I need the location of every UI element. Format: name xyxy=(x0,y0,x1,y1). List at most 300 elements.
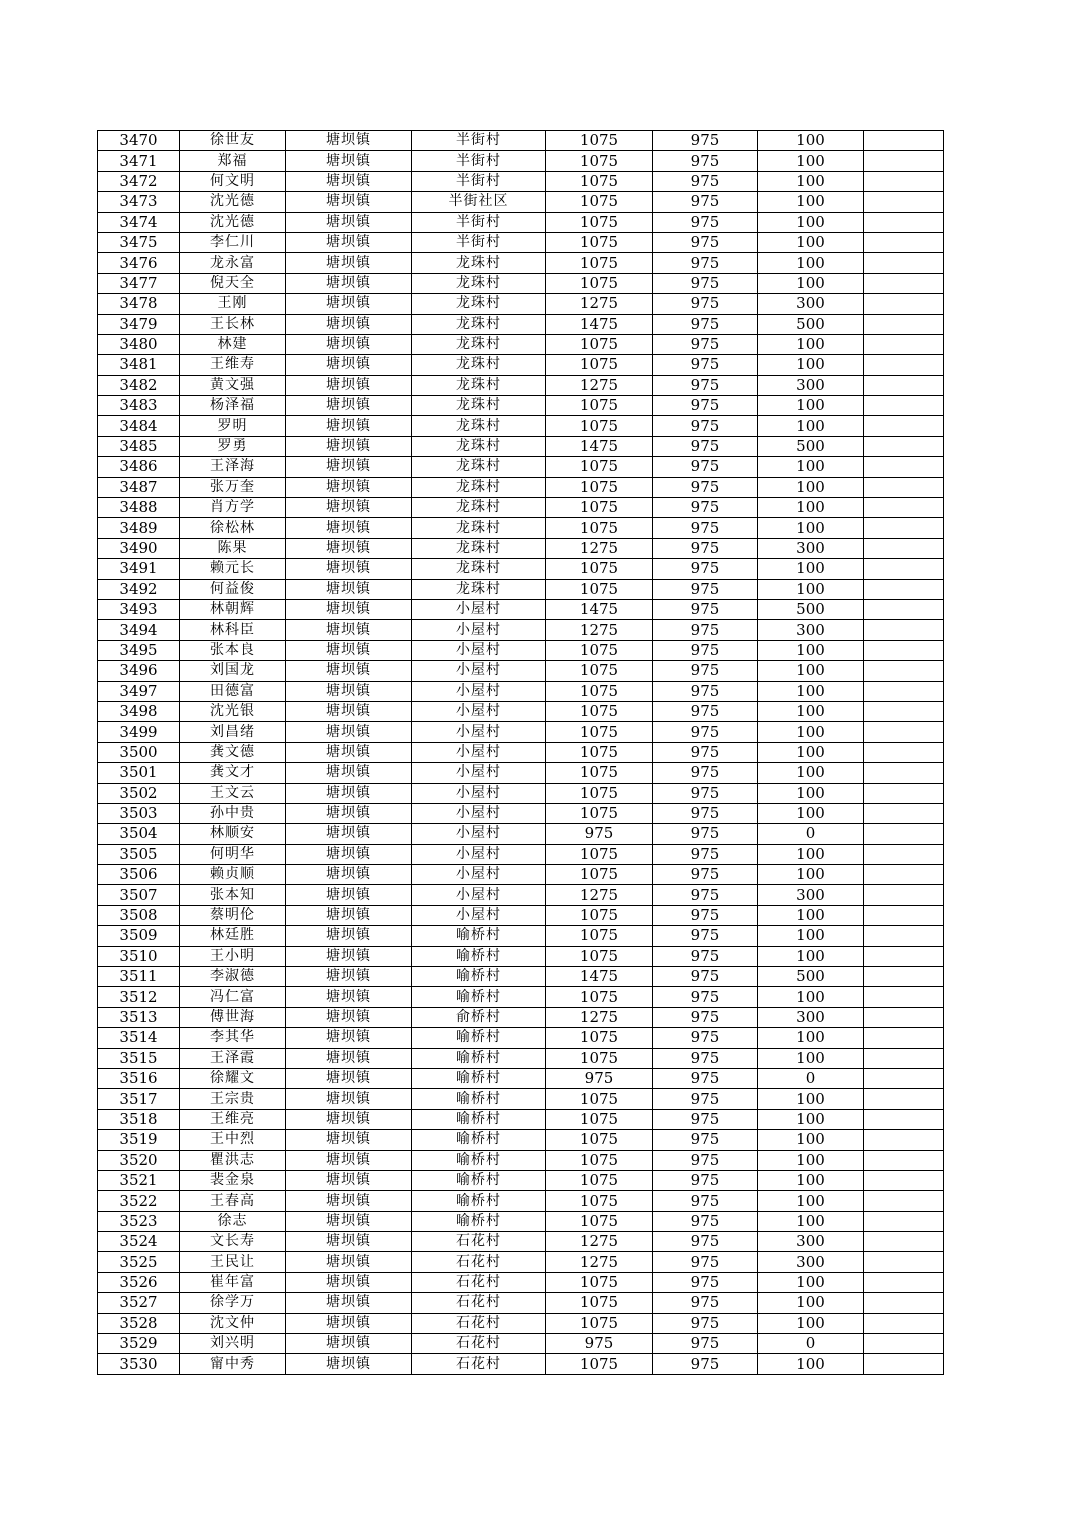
amount-b-cell: 975 xyxy=(653,416,758,436)
village-cell: 小屋村 xyxy=(412,865,546,885)
village-cell: 半街村 xyxy=(412,232,546,252)
village-cell: 半街村 xyxy=(412,212,546,232)
amount-b-cell: 975 xyxy=(653,1293,758,1313)
difference-cell: 100 xyxy=(758,763,864,783)
village-cell: 小屋村 xyxy=(412,681,546,701)
amount-b-cell: 975 xyxy=(653,253,758,273)
table-row xyxy=(98,865,944,885)
amount-b-cell: 975 xyxy=(653,1068,758,1088)
amount-b-cell: 975 xyxy=(653,599,758,619)
remark-cell xyxy=(864,151,944,171)
table-row xyxy=(98,987,944,1007)
name-cell: 王泽霞 xyxy=(180,1048,286,1068)
amount-a-cell: 1075 xyxy=(546,763,653,783)
row-number-cell: 3512 xyxy=(98,987,180,1007)
amount-a-cell: 1475 xyxy=(546,314,653,334)
town-cell: 塘坝镇 xyxy=(286,885,412,905)
name-cell: 刘昌绪 xyxy=(180,722,286,742)
row-number-cell: 3481 xyxy=(98,355,180,375)
town-cell: 塘坝镇 xyxy=(286,763,412,783)
name-cell: 沈文仲 xyxy=(180,1313,286,1333)
amount-a-cell: 1075 xyxy=(546,416,653,436)
difference-cell: 0 xyxy=(758,1334,864,1354)
town-cell: 塘坝镇 xyxy=(286,1007,412,1027)
amount-a-cell: 1075 xyxy=(546,905,653,925)
amount-a-cell: 1075 xyxy=(546,171,653,191)
remark-cell xyxy=(864,763,944,783)
table-body xyxy=(98,131,944,1375)
name-cell: 林科臣 xyxy=(180,620,286,640)
difference-cell: 100 xyxy=(758,1272,864,1292)
remark-cell xyxy=(864,416,944,436)
remark-cell xyxy=(864,396,944,416)
town-cell: 塘坝镇 xyxy=(286,1232,412,1252)
amount-b-cell: 975 xyxy=(653,1252,758,1272)
name-cell: 林廷胜 xyxy=(180,926,286,946)
amount-b-cell: 975 xyxy=(653,1130,758,1150)
table-row xyxy=(98,396,944,416)
amount-a-cell: 1275 xyxy=(546,294,653,314)
table-row xyxy=(98,946,944,966)
village-cell: 半街村 xyxy=(412,151,546,171)
amount-a-cell: 975 xyxy=(546,824,653,844)
remark-cell xyxy=(864,1068,944,1088)
town-cell: 塘坝镇 xyxy=(286,1191,412,1211)
row-number-cell: 3519 xyxy=(98,1130,180,1150)
name-cell: 孙中贵 xyxy=(180,803,286,823)
remark-cell xyxy=(864,1211,944,1231)
difference-cell: 100 xyxy=(758,559,864,579)
amount-b-cell: 975 xyxy=(653,844,758,864)
village-cell: 龙珠村 xyxy=(412,559,546,579)
table-row xyxy=(98,192,944,212)
amount-a-cell: 1075 xyxy=(546,783,653,803)
table-row xyxy=(98,1068,944,1088)
difference-cell: 100 xyxy=(758,518,864,538)
remark-cell xyxy=(864,1007,944,1027)
difference-cell: 100 xyxy=(758,355,864,375)
remark-cell xyxy=(864,1028,944,1048)
village-cell: 龙珠村 xyxy=(412,498,546,518)
remark-cell xyxy=(864,334,944,354)
name-cell: 徐志 xyxy=(180,1211,286,1231)
amount-a-cell: 1075 xyxy=(546,681,653,701)
amount-b-cell: 975 xyxy=(653,212,758,232)
amount-b-cell: 975 xyxy=(653,681,758,701)
amount-b-cell: 975 xyxy=(653,742,758,762)
amount-b-cell: 975 xyxy=(653,579,758,599)
row-number-cell: 3521 xyxy=(98,1170,180,1190)
table-row xyxy=(98,1252,944,1272)
village-cell: 石花村 xyxy=(412,1252,546,1272)
town-cell: 塘坝镇 xyxy=(286,946,412,966)
town-cell: 塘坝镇 xyxy=(286,1068,412,1088)
village-cell: 石花村 xyxy=(412,1313,546,1333)
village-cell: 喻桥村 xyxy=(412,1109,546,1129)
row-number-cell: 3503 xyxy=(98,803,180,823)
town-cell: 塘坝镇 xyxy=(286,865,412,885)
difference-cell: 300 xyxy=(758,1232,864,1252)
amount-a-cell: 1275 xyxy=(546,1007,653,1027)
remark-cell xyxy=(864,171,944,191)
amount-a-cell: 1275 xyxy=(546,1252,653,1272)
name-cell: 蔡明伦 xyxy=(180,905,286,925)
village-cell: 喻桥村 xyxy=(412,1068,546,1088)
remark-cell xyxy=(864,273,944,293)
amount-b-cell: 975 xyxy=(653,783,758,803)
village-cell: 小屋村 xyxy=(412,661,546,681)
amount-a-cell: 1075 xyxy=(546,742,653,762)
name-cell: 龚文德 xyxy=(180,742,286,762)
table-row xyxy=(98,967,944,987)
amount-a-cell: 1275 xyxy=(546,538,653,558)
row-number-cell: 3528 xyxy=(98,1313,180,1333)
remark-cell xyxy=(864,436,944,456)
amount-b-cell: 975 xyxy=(653,131,758,151)
town-cell: 塘坝镇 xyxy=(286,171,412,191)
amount-a-cell: 975 xyxy=(546,1068,653,1088)
difference-cell: 0 xyxy=(758,1068,864,1088)
difference-cell: 100 xyxy=(758,1150,864,1170)
remark-cell xyxy=(864,742,944,762)
village-cell: 半街村 xyxy=(412,171,546,191)
name-cell: 王文云 xyxy=(180,783,286,803)
remark-cell xyxy=(864,1089,944,1109)
remark-cell xyxy=(864,253,944,273)
remark-cell xyxy=(864,661,944,681)
difference-cell: 100 xyxy=(758,661,864,681)
amount-b-cell: 975 xyxy=(653,334,758,354)
table-row xyxy=(98,253,944,273)
name-cell: 肖方学 xyxy=(180,498,286,518)
town-cell: 塘坝镇 xyxy=(286,783,412,803)
town-cell: 塘坝镇 xyxy=(286,722,412,742)
table-row xyxy=(98,681,944,701)
difference-cell: 0 xyxy=(758,824,864,844)
difference-cell: 100 xyxy=(758,253,864,273)
amount-a-cell: 1075 xyxy=(546,803,653,823)
village-cell: 石花村 xyxy=(412,1232,546,1252)
table-row xyxy=(98,1211,944,1231)
village-cell: 喻桥村 xyxy=(412,1150,546,1170)
table-row xyxy=(98,498,944,518)
village-cell: 小屋村 xyxy=(412,783,546,803)
row-number-cell: 3493 xyxy=(98,599,180,619)
town-cell: 塘坝镇 xyxy=(286,1293,412,1313)
amount-b-cell: 975 xyxy=(653,396,758,416)
name-cell: 沈光德 xyxy=(180,212,286,232)
town-cell: 塘坝镇 xyxy=(286,294,412,314)
difference-cell: 100 xyxy=(758,865,864,885)
remark-cell xyxy=(864,1313,944,1333)
remark-cell xyxy=(864,498,944,518)
name-cell: 赖贞顺 xyxy=(180,865,286,885)
amount-a-cell: 1075 xyxy=(546,212,653,232)
table-row xyxy=(98,824,944,844)
village-cell: 石花村 xyxy=(412,1334,546,1354)
table-row xyxy=(98,212,944,232)
town-cell: 塘坝镇 xyxy=(286,436,412,456)
name-cell: 王维寿 xyxy=(180,355,286,375)
remark-cell xyxy=(864,375,944,395)
difference-cell: 100 xyxy=(758,457,864,477)
amount-b-cell: 975 xyxy=(653,355,758,375)
difference-cell: 100 xyxy=(758,1191,864,1211)
row-number-cell: 3476 xyxy=(98,253,180,273)
row-number-cell: 3478 xyxy=(98,294,180,314)
village-cell: 小屋村 xyxy=(412,803,546,823)
difference-cell: 500 xyxy=(758,967,864,987)
amount-a-cell: 1275 xyxy=(546,375,653,395)
row-number-cell: 3522 xyxy=(98,1191,180,1211)
remark-cell xyxy=(864,1252,944,1272)
table-row xyxy=(98,803,944,823)
name-cell: 赖元长 xyxy=(180,559,286,579)
row-number-cell: 3506 xyxy=(98,865,180,885)
village-cell: 龙珠村 xyxy=(412,538,546,558)
village-cell: 龙珠村 xyxy=(412,253,546,273)
village-cell: 小屋村 xyxy=(412,722,546,742)
town-cell: 塘坝镇 xyxy=(286,416,412,436)
difference-cell: 300 xyxy=(758,1252,864,1272)
row-number-cell: 3514 xyxy=(98,1028,180,1048)
table-row xyxy=(98,926,944,946)
remark-cell xyxy=(864,212,944,232)
name-cell: 龙永富 xyxy=(180,253,286,273)
table-row xyxy=(98,1313,944,1333)
table-row xyxy=(98,1089,944,1109)
row-number-cell: 3477 xyxy=(98,273,180,293)
village-cell: 喻桥村 xyxy=(412,1048,546,1068)
name-cell: 王宗贵 xyxy=(180,1089,286,1109)
remark-cell xyxy=(864,967,944,987)
remark-cell xyxy=(864,314,944,334)
table-row xyxy=(98,1109,944,1129)
table-row xyxy=(98,783,944,803)
town-cell: 塘坝镇 xyxy=(286,1354,412,1374)
village-cell: 喻桥村 xyxy=(412,1089,546,1109)
town-cell: 塘坝镇 xyxy=(286,192,412,212)
name-cell: 王刚 xyxy=(180,294,286,314)
village-cell: 龙珠村 xyxy=(412,457,546,477)
name-cell: 杨泽福 xyxy=(180,396,286,416)
row-number-cell: 3488 xyxy=(98,498,180,518)
amount-b-cell: 975 xyxy=(653,1272,758,1292)
table-row xyxy=(98,232,944,252)
name-cell: 徐耀文 xyxy=(180,1068,286,1088)
difference-cell: 100 xyxy=(758,131,864,151)
difference-cell: 100 xyxy=(758,212,864,232)
name-cell: 冯仁富 xyxy=(180,987,286,1007)
remark-cell xyxy=(864,457,944,477)
town-cell: 塘坝镇 xyxy=(286,151,412,171)
town-cell: 塘坝镇 xyxy=(286,1048,412,1068)
remark-cell xyxy=(864,599,944,619)
town-cell: 塘坝镇 xyxy=(286,212,412,232)
difference-cell: 100 xyxy=(758,1048,864,1068)
difference-cell: 100 xyxy=(758,171,864,191)
village-cell: 石花村 xyxy=(412,1272,546,1292)
amount-b-cell: 975 xyxy=(653,436,758,456)
difference-cell: 100 xyxy=(758,844,864,864)
name-cell: 李仁川 xyxy=(180,232,286,252)
amount-a-cell: 1075 xyxy=(546,579,653,599)
town-cell: 塘坝镇 xyxy=(286,232,412,252)
village-cell: 喻桥村 xyxy=(412,967,546,987)
difference-cell: 100 xyxy=(758,905,864,925)
table-row xyxy=(98,579,944,599)
difference-cell: 500 xyxy=(758,314,864,334)
table-row xyxy=(98,416,944,436)
name-cell: 何明华 xyxy=(180,844,286,864)
amount-b-cell: 975 xyxy=(653,232,758,252)
row-number-cell: 3529 xyxy=(98,1334,180,1354)
name-cell: 刘兴明 xyxy=(180,1334,286,1354)
table-row xyxy=(98,457,944,477)
amount-a-cell: 1075 xyxy=(546,1211,653,1231)
row-number-cell: 3470 xyxy=(98,131,180,151)
name-cell: 田德富 xyxy=(180,681,286,701)
amount-a-cell: 1075 xyxy=(546,722,653,742)
town-cell: 塘坝镇 xyxy=(286,1334,412,1354)
village-cell: 小屋村 xyxy=(412,885,546,905)
village-cell: 喻桥村 xyxy=(412,1211,546,1231)
amount-b-cell: 975 xyxy=(653,1150,758,1170)
name-cell: 李淑德 xyxy=(180,967,286,987)
amount-b-cell: 975 xyxy=(653,477,758,497)
remark-cell xyxy=(864,722,944,742)
amount-a-cell: 1075 xyxy=(546,1170,653,1190)
table-row xyxy=(98,273,944,293)
difference-cell: 100 xyxy=(758,1313,864,1333)
difference-cell: 100 xyxy=(758,987,864,1007)
amount-b-cell: 975 xyxy=(653,559,758,579)
table-row xyxy=(98,599,944,619)
name-cell: 傅世海 xyxy=(180,1007,286,1027)
amount-b-cell: 975 xyxy=(653,1191,758,1211)
difference-cell: 100 xyxy=(758,498,864,518)
village-cell: 龙珠村 xyxy=(412,416,546,436)
remark-cell xyxy=(864,824,944,844)
amount-b-cell: 975 xyxy=(653,987,758,1007)
amount-b-cell: 975 xyxy=(653,1313,758,1333)
amount-a-cell: 1075 xyxy=(546,457,653,477)
remark-cell xyxy=(864,1293,944,1313)
remark-cell xyxy=(864,1272,944,1292)
amount-a-cell: 1075 xyxy=(546,640,653,660)
table-row xyxy=(98,844,944,864)
amount-b-cell: 975 xyxy=(653,967,758,987)
difference-cell: 100 xyxy=(758,783,864,803)
row-number-cell: 3509 xyxy=(98,926,180,946)
village-cell: 龙珠村 xyxy=(412,579,546,599)
amount-b-cell: 975 xyxy=(653,926,758,946)
row-number-cell: 3518 xyxy=(98,1109,180,1129)
amount-b-cell: 975 xyxy=(653,273,758,293)
table-row xyxy=(98,1007,944,1027)
name-cell: 崔年富 xyxy=(180,1272,286,1292)
row-number-cell: 3504 xyxy=(98,824,180,844)
row-number-cell: 3505 xyxy=(98,844,180,864)
town-cell: 塘坝镇 xyxy=(286,967,412,987)
amount-a-cell: 1075 xyxy=(546,334,653,354)
row-number-cell: 3513 xyxy=(98,1007,180,1027)
remark-cell xyxy=(864,905,944,925)
row-number-cell: 3489 xyxy=(98,518,180,538)
difference-cell: 300 xyxy=(758,1007,864,1027)
village-cell: 喻桥村 xyxy=(412,946,546,966)
row-number-cell: 3502 xyxy=(98,783,180,803)
table-row xyxy=(98,1272,944,1292)
town-cell: 塘坝镇 xyxy=(286,681,412,701)
row-number-cell: 3510 xyxy=(98,946,180,966)
row-number-cell: 3524 xyxy=(98,1232,180,1252)
remark-cell xyxy=(864,946,944,966)
town-cell: 塘坝镇 xyxy=(286,803,412,823)
name-cell: 张本良 xyxy=(180,640,286,660)
difference-cell: 100 xyxy=(758,946,864,966)
village-cell: 石花村 xyxy=(412,1354,546,1374)
difference-cell: 100 xyxy=(758,742,864,762)
difference-cell: 100 xyxy=(758,192,864,212)
amount-b-cell: 975 xyxy=(653,294,758,314)
table-row xyxy=(98,538,944,558)
village-cell: 小屋村 xyxy=(412,620,546,640)
amount-a-cell: 1075 xyxy=(546,1313,653,1333)
amount-a-cell: 1075 xyxy=(546,661,653,681)
amount-a-cell: 1075 xyxy=(546,844,653,864)
row-number-cell: 3497 xyxy=(98,681,180,701)
town-cell: 塘坝镇 xyxy=(286,640,412,660)
name-cell: 沈光德 xyxy=(180,192,286,212)
amount-a-cell: 1075 xyxy=(546,396,653,416)
remark-cell xyxy=(864,1334,944,1354)
table-row xyxy=(98,1048,944,1068)
village-cell: 龙珠村 xyxy=(412,477,546,497)
town-cell: 塘坝镇 xyxy=(286,987,412,1007)
row-number-cell: 3501 xyxy=(98,763,180,783)
name-cell: 王中烈 xyxy=(180,1130,286,1150)
difference-cell: 100 xyxy=(758,1170,864,1190)
town-cell: 塘坝镇 xyxy=(286,1028,412,1048)
name-cell: 罗勇 xyxy=(180,436,286,456)
remark-cell xyxy=(864,926,944,946)
row-number-cell: 3517 xyxy=(98,1089,180,1109)
town-cell: 塘坝镇 xyxy=(286,375,412,395)
remark-cell xyxy=(864,192,944,212)
amount-a-cell: 1075 xyxy=(546,151,653,171)
amount-a-cell: 1075 xyxy=(546,1191,653,1211)
town-cell: 塘坝镇 xyxy=(286,1170,412,1190)
amount-a-cell: 1075 xyxy=(546,131,653,151)
town-cell: 塘坝镇 xyxy=(286,824,412,844)
name-cell: 陈果 xyxy=(180,538,286,558)
row-number-cell: 3480 xyxy=(98,334,180,354)
name-cell: 林朝辉 xyxy=(180,599,286,619)
amount-a-cell: 1075 xyxy=(546,253,653,273)
remark-cell xyxy=(864,1150,944,1170)
village-cell: 石花村 xyxy=(412,1293,546,1313)
table-row xyxy=(98,763,944,783)
name-cell: 倪天全 xyxy=(180,273,286,293)
village-cell: 半街村 xyxy=(412,131,546,151)
name-cell: 裴金泉 xyxy=(180,1170,286,1190)
table-row xyxy=(98,355,944,375)
name-cell: 徐世友 xyxy=(180,131,286,151)
row-number-cell: 3530 xyxy=(98,1354,180,1374)
amount-a-cell: 1075 xyxy=(546,1293,653,1313)
remark-cell xyxy=(864,885,944,905)
